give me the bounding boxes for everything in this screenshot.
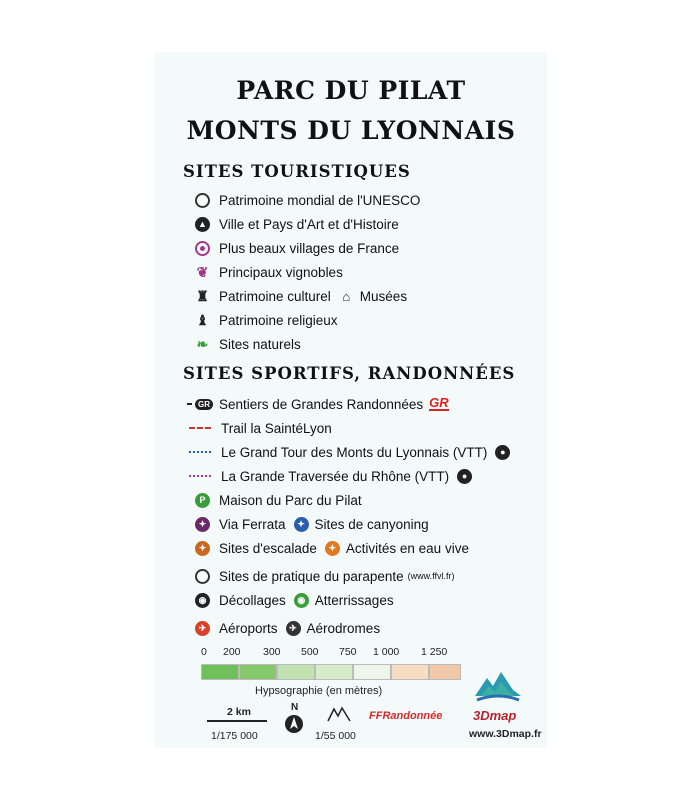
gr-pill-icon: GR xyxy=(195,399,213,410)
climbing-icon: ✦ xyxy=(195,541,210,556)
legend-item-parapente xyxy=(195,566,454,586)
relief-scale-icon xyxy=(327,706,351,722)
legend-card xyxy=(155,52,547,748)
legend-label: Patrimoine culturel xyxy=(219,288,331,304)
dotted-pink-line-icon xyxy=(189,475,211,477)
castle-icon: ♜ xyxy=(196,287,209,304)
3dmap-website: www.3Dmap.fr xyxy=(469,728,542,740)
hypso-swatch xyxy=(201,664,239,680)
legend-label: Plus beaux villages de France xyxy=(219,240,400,256)
via-ferrata-icon: ✦ xyxy=(195,517,210,532)
legend-label-extra: Musées xyxy=(359,288,408,304)
leaf-icon: ❧ xyxy=(196,335,209,352)
gr-line-icon xyxy=(187,403,192,405)
north-label: N xyxy=(291,702,299,713)
landing-icon: ◉ xyxy=(294,593,309,608)
legend-label: Sites d'escalade xyxy=(219,540,317,556)
hypso-swatch xyxy=(353,664,391,680)
legend-item-art-histoire xyxy=(195,214,399,234)
legend-label: Trail la SaintéLyon xyxy=(221,420,332,436)
tick-label: 1 000 xyxy=(373,646,400,658)
hypso-swatch xyxy=(315,664,353,680)
church-icon: ♝ xyxy=(196,311,209,328)
legend-item-sainteleyon xyxy=(195,418,332,438)
section-sites-sportifs: SITES SPORTIFS, RANDONNÉES xyxy=(183,364,516,383)
hypso-swatch xyxy=(239,664,277,680)
ffvl-link: (www.ffvl.fr) xyxy=(407,571,455,581)
legend-item-patrimoine-culturel xyxy=(195,286,407,306)
legend-label: Aéroports xyxy=(219,620,278,636)
dotted-blue-line-icon xyxy=(189,451,211,453)
legend-item-vignobles xyxy=(195,262,343,282)
3dmap-logo-icon xyxy=(473,666,523,706)
tick-label: 0 xyxy=(201,646,207,658)
airport-icon: ✈ xyxy=(195,621,210,636)
legend-item-grand-tour xyxy=(195,442,516,462)
legend-item-escalade xyxy=(195,538,469,558)
legend-label-extra: Sites de canyoning xyxy=(314,516,429,532)
legend-label: Sites de pratique du parapente xyxy=(219,568,404,584)
legend-item-maison-parc xyxy=(195,490,362,510)
legend-label: Patrimoine mondial de l'UNESCO xyxy=(219,192,421,208)
tick-label: 300 xyxy=(263,646,281,658)
bike-icon: ● xyxy=(495,445,510,460)
legend-label: Principaux vignobles xyxy=(219,264,343,280)
legend-label-extra: Activités en eau vive xyxy=(345,540,469,556)
canyoning-icon: ✦ xyxy=(294,517,309,532)
tick-label: 1 250 xyxy=(421,646,448,658)
legend-item-gr xyxy=(195,394,449,414)
paraglider-icon xyxy=(195,569,210,584)
legend-label: Sites naturels xyxy=(219,336,301,352)
legend-label: Décollages xyxy=(219,592,286,608)
legend-item-decollages xyxy=(195,590,394,610)
tick-label: 200 xyxy=(223,646,241,658)
legend-item-patrimoine-religieux xyxy=(195,310,338,330)
title-line-2: MONTS DU LYONNAIS xyxy=(186,116,516,145)
3dmap-brand: 3Dmap xyxy=(473,708,517,723)
hypsography-label: Hypsographie (en mètres) xyxy=(255,685,383,697)
museum-icon: ⌂ xyxy=(342,288,351,304)
hypso-swatch xyxy=(391,664,429,680)
legend-item-aeroports xyxy=(195,618,380,638)
legend-label: Sentiers de Grandes Randonnées xyxy=(219,396,424,412)
beaux-villages-icon xyxy=(195,241,210,256)
legend-label: Ville et Pays d'Art et d'Histoire xyxy=(219,216,399,232)
unesco-icon xyxy=(195,193,210,208)
legend-label-extra: Atterrissages xyxy=(314,592,394,608)
legend-label: La Grande Traversée du Rhône (VTT) xyxy=(221,468,450,484)
bike-icon: ● xyxy=(457,469,472,484)
title-line-1: PARC DU PILAT xyxy=(236,76,466,105)
takeoff-icon: ◉ xyxy=(195,593,210,608)
legend-item-sites-naturels xyxy=(195,334,301,354)
dashed-red-line-icon xyxy=(189,427,211,429)
tick-label: 750 xyxy=(339,646,357,658)
legend-label: Patrimoine religieux xyxy=(219,312,338,328)
whitewater-icon: ✦ xyxy=(325,541,340,556)
scale-ratio: 1/175 000 xyxy=(211,730,258,742)
ffrandonnee-logo: FFRandonnée xyxy=(369,710,443,722)
legend-label: Le Grand Tour des Monts du Lyonnais (VTT) xyxy=(221,444,488,460)
legend-label: Via Ferrata xyxy=(219,516,286,532)
legend-item-beaux-villages xyxy=(195,238,399,258)
grapes-icon: ❦ xyxy=(196,263,209,280)
park-house-icon: P xyxy=(195,493,210,508)
legend-item-unesco xyxy=(195,190,420,210)
legend-item-grande-traversee xyxy=(195,466,478,486)
north-arrow-icon xyxy=(284,714,304,734)
legend-label-extra: Aérodromes xyxy=(306,620,381,636)
aerodrome-icon: ✈ xyxy=(286,621,301,636)
legend-label: Maison du Parc du Pilat xyxy=(219,492,362,508)
hypso-swatch xyxy=(429,664,461,680)
vertical-ratio: 1/55 000 xyxy=(315,730,356,742)
scale-bar xyxy=(207,720,267,722)
gr-logo-icon: GR xyxy=(429,395,449,410)
art-histoire-icon: ▲ xyxy=(195,217,210,232)
section-sites-touristiques: SITES TOURISTIQUES xyxy=(183,162,411,181)
legend-item-via-ferrata xyxy=(195,514,429,534)
hypso-swatch xyxy=(277,664,315,680)
scale-km: 2 km xyxy=(227,706,251,718)
tick-label: 500 xyxy=(301,646,319,658)
